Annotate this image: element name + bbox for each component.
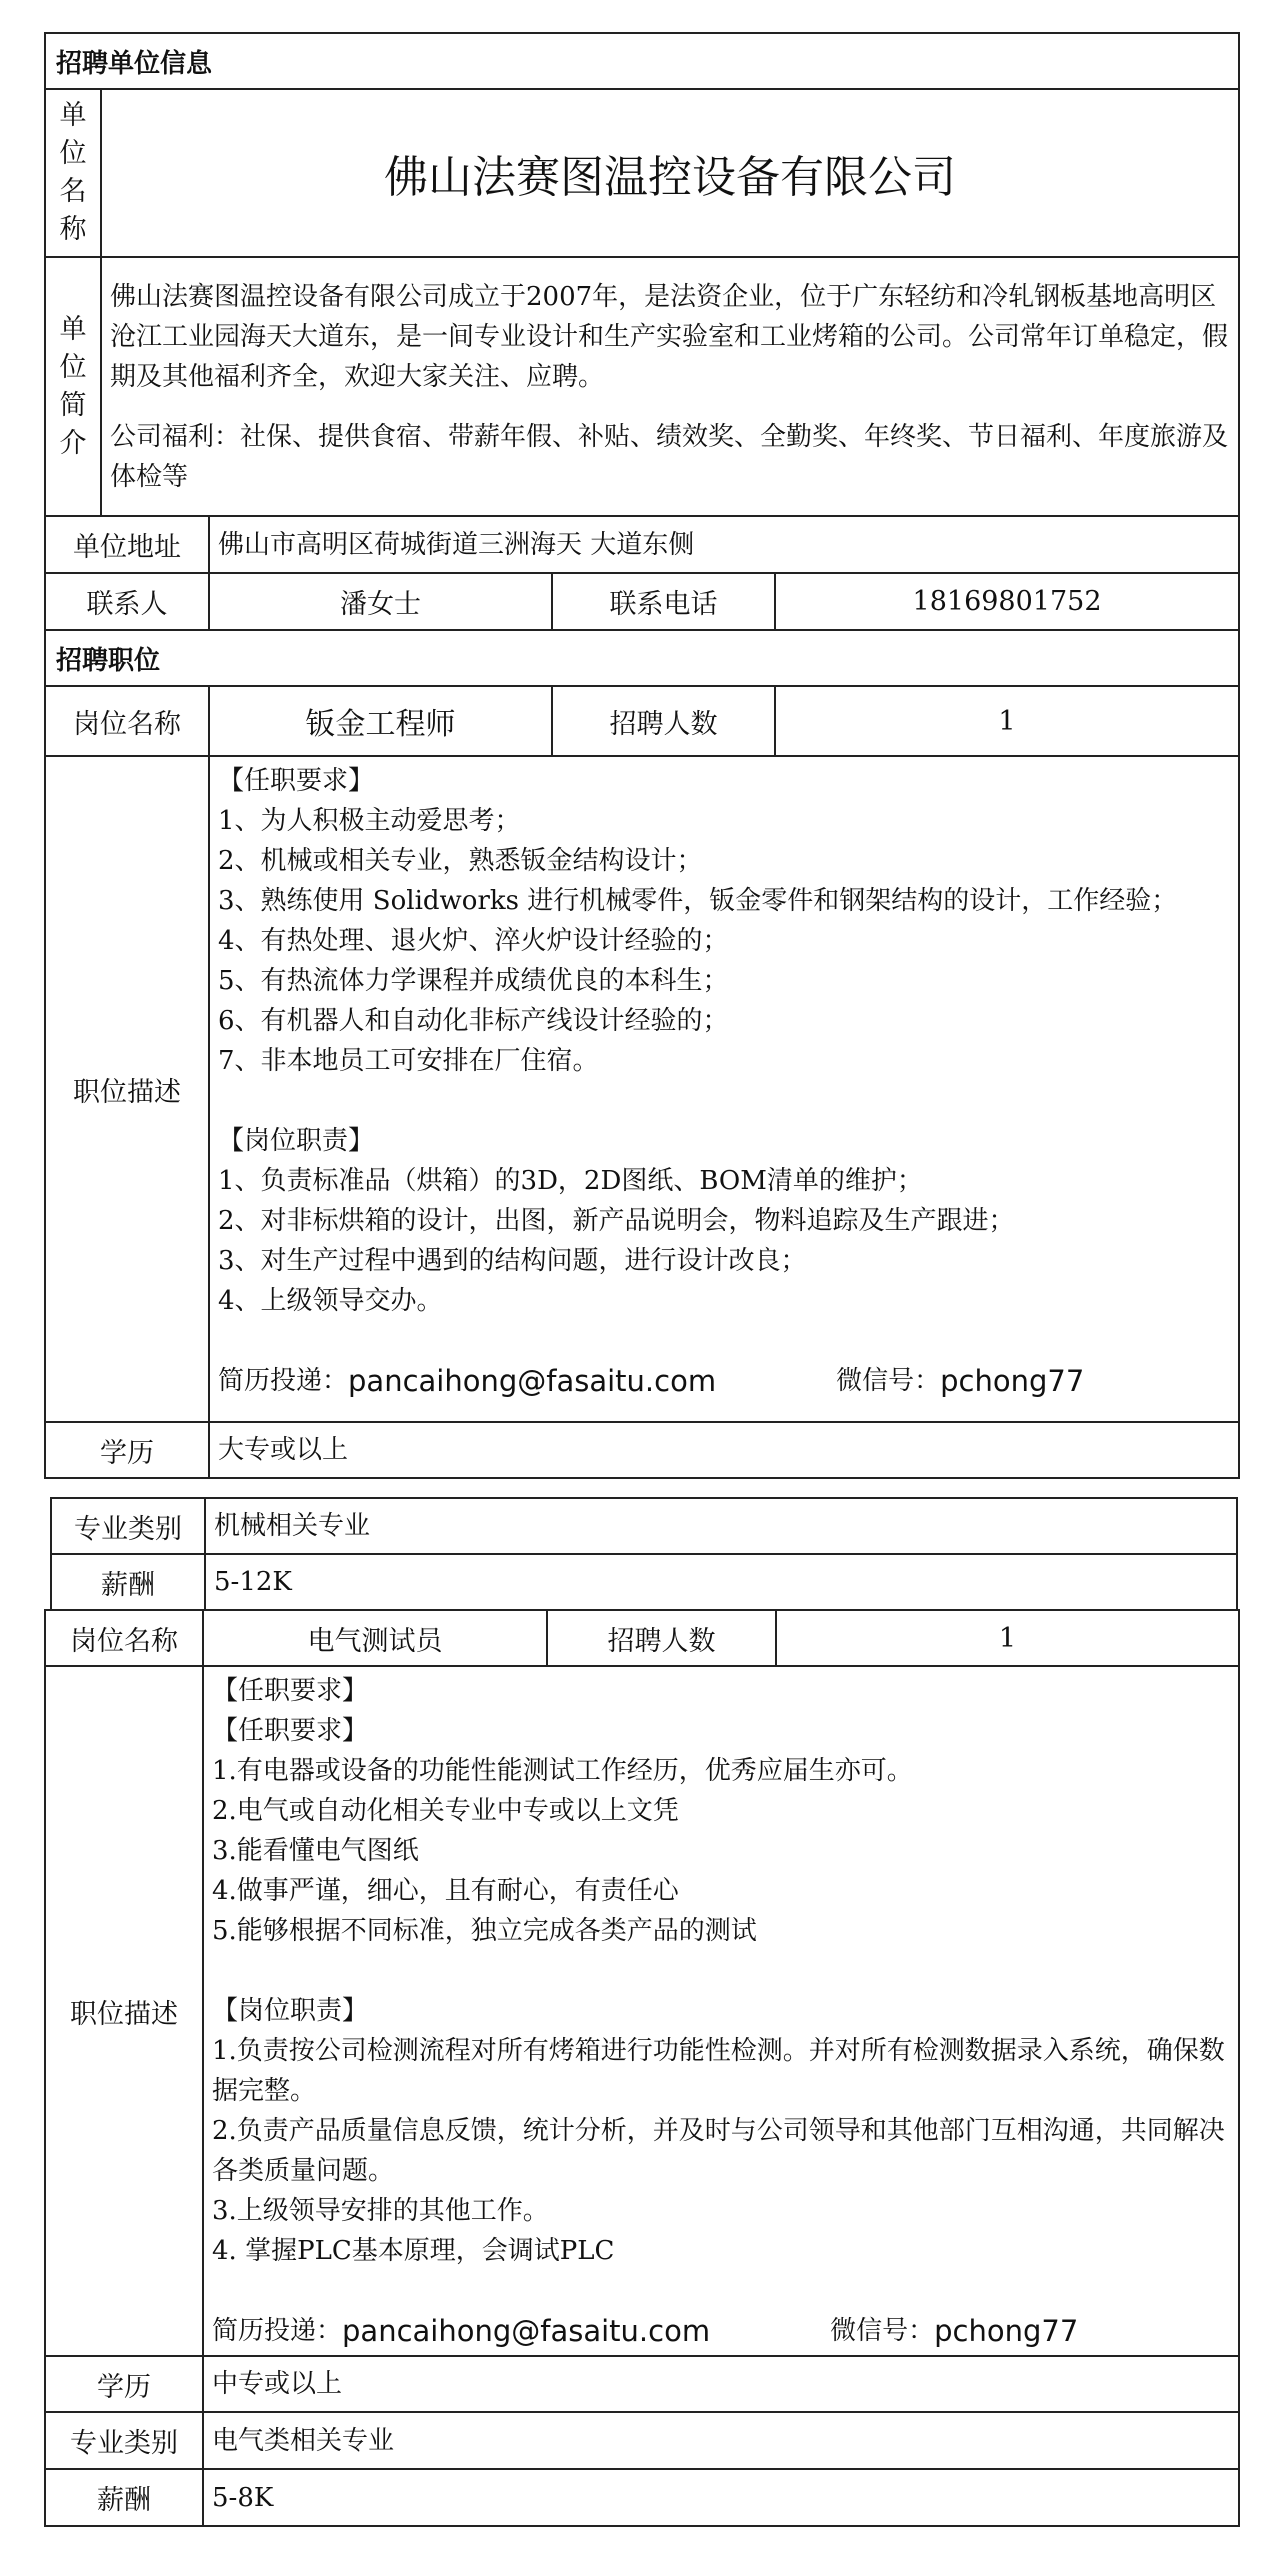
company-intro (101, 257, 1239, 516)
job2-name: 电气测试员 (203, 1610, 547, 1666)
resume-label: 简历投递： (212, 2316, 343, 2346)
recruit-table-job1-extra (50, 1497, 1238, 1611)
job1-req: 5、有热流体力学课程并成绩优良的本科生； (218, 966, 729, 996)
job2-duties-title: 【岗位职责】 (212, 1996, 369, 2026)
recruit-table-job2 (44, 1609, 1240, 2527)
job2-email: pancaihong@fasaitu.com (342, 2314, 711, 2348)
job2-salary: 5-8K (203, 2469, 1239, 2526)
job2-req: 3.能看懂电气图纸 (212, 1836, 419, 1866)
job1-req: 1、为人积极主动爱思考； (218, 806, 521, 836)
phone-label: 联系电话 (552, 573, 775, 630)
spacer (218, 1081, 1230, 1121)
jobs-section-title: 招聘职位 (45, 630, 1239, 686)
job1-duty: 1、负责标准品（烘箱）的3D，2D图纸、BOM清单的维护； (218, 1166, 923, 1196)
job2-duty: 2.负责产品质量信息反馈，统计分析，并及时与公司领导和其他部门互相沟通，共同解决各类质量问题。 (212, 2116, 1225, 2186)
address-value: 佛山市高明区荷城街道三洲海天 大道东侧 (209, 516, 1239, 573)
job2-duty: 3.上级领导安排的其他工作。 (212, 2196, 549, 2226)
job1-contact-line (218, 1361, 1230, 1401)
job1-req: 3、熟练使用 Solidworks 进行机械零件，钣金零件和钢架结构的设计，工作经验； (218, 886, 1178, 916)
job1-headcount-label: 招聘人数 (552, 686, 775, 756)
job2-headcount: 1 (776, 1610, 1239, 1666)
intro-benefits: 公司福利：社保、提供食宿、带薪年假、补贴、绩效奖、全勤奖、年终奖、节日福利、年度旅游及体检等 (110, 421, 1229, 492)
job1-req: 2、机械或相关专业，熟悉钣金结构设计； (218, 846, 703, 876)
job2-position-label: 岗位名称 (45, 1610, 203, 1666)
job1-duty: 2、对非标烘箱的设计，出图，新产品说明会，物料追踪及生产跟进； (218, 1206, 1015, 1236)
company-intro-label: 单 位 简 介 (45, 257, 101, 516)
job1-name: 钣金工程师 (209, 686, 552, 756)
job1-email: pancaihong@fasaitu.com (348, 1364, 717, 1398)
company-name-label: 单 位 名 称 (45, 89, 101, 257)
job2-wechat: pchong77 (934, 2314, 1079, 2348)
contact-label: 联系人 (45, 573, 209, 630)
address-label: 单位地址 (45, 516, 209, 573)
job1-wechat: pchong77 (940, 1364, 1085, 1398)
job2-description-label: 职位描述 (45, 1666, 203, 2356)
spacer (218, 1321, 1230, 1361)
job2-education-label: 学历 (45, 2356, 203, 2412)
job1-duty: 4、上级领导交办。 (218, 1286, 443, 1316)
job2-major: 电气类相关专业 (203, 2412, 1239, 2469)
intro-paragraph: 佛山法赛图温控设备有限公司成立于2007年，是法资企业，位于广东轻纺和冷轧钢板基地高明区沧江工业园海天大道东，是一间专业设计和生产实验室和工业烤箱的公司。公司常年订单稳定，假期及其他福利齐全，欢迎大家关注、应聘。 (110, 281, 1229, 392)
job2-req: 1.有电器或设备的功能性能测试工作经历，优秀应届生亦可。 (212, 1756, 913, 1786)
job1-headcount: 1 (775, 686, 1239, 756)
job1-major-label: 专业类别 (51, 1498, 205, 1554)
company-section-title: 招聘单位信息 (45, 33, 1239, 89)
job1-req: 7、非本地员工可安排在厂住宿。 (218, 1046, 599, 1076)
company-name: 佛山法赛图温控设备有限公司 (101, 89, 1239, 257)
phone-value: 18169801752 (775, 573, 1239, 630)
job2-req: 5.能够根据不同标准，独立完成各类产品的测试 (212, 1916, 757, 1946)
job1-salary: 5-12K (205, 1554, 1237, 1610)
recruit-table-main (44, 32, 1240, 1479)
job2-duty: 1.负责按公司检测流程对所有烤箱进行功能性检测。并对所有检测数据录入系统，确保数据完整。 (212, 2036, 1225, 2106)
spacer (212, 1951, 1230, 1991)
job1-req: 4、有热处理、退火炉、淬火炉设计经验的； (218, 926, 729, 956)
job2-requirements-title-repeat: 【任职要求】 (212, 1716, 369, 1746)
job1-major: 机械相关专业 (205, 1498, 1237, 1554)
job1-requirements-title: 【任职要求】 (218, 766, 375, 796)
contact-value: 潘女士 (209, 573, 552, 630)
job2-req: 4.做事严谨，细心，且有耐心，有责任心 (212, 1876, 679, 1906)
job1-duties-title: 【岗位职责】 (218, 1126, 375, 1156)
job2-major-label: 专业类别 (45, 2412, 203, 2469)
job1-description (209, 756, 1239, 1422)
job1-salary-label: 薪酬 (51, 1554, 205, 1610)
job2-req: 2.电气或自动化相关专业中专或以上文凭 (212, 1796, 679, 1826)
job1-duty: 3、对生产过程中遇到的结构问题，进行设计改良； (218, 1246, 807, 1276)
wechat-label: 微信号： (836, 1366, 941, 1396)
job1-req: 6、有机器人和自动化非标产线设计经验的； (218, 1006, 729, 1036)
wechat-label: 微信号： (830, 2316, 935, 2346)
job2-contact-line (212, 2311, 1230, 2351)
job2-salary-label: 薪酬 (45, 2469, 203, 2526)
job1-education-label: 学历 (45, 1422, 209, 1478)
job1-position-label: 岗位名称 (45, 686, 209, 756)
job2-duty: 4. 掌握PLC基本原理，会调试PLC (212, 2236, 615, 2266)
job2-headcount-label: 招聘人数 (547, 1610, 776, 1666)
job2-requirements-title: 【任职要求】 (212, 1676, 369, 1706)
spacer (212, 2271, 1230, 2311)
job2-description (203, 1666, 1239, 2356)
resume-label: 简历投递： (218, 1366, 349, 1396)
job1-education: 大专或以上 (209, 1422, 1239, 1478)
job2-education: 中专或以上 (203, 2356, 1239, 2412)
job1-description-label: 职位描述 (45, 756, 209, 1422)
